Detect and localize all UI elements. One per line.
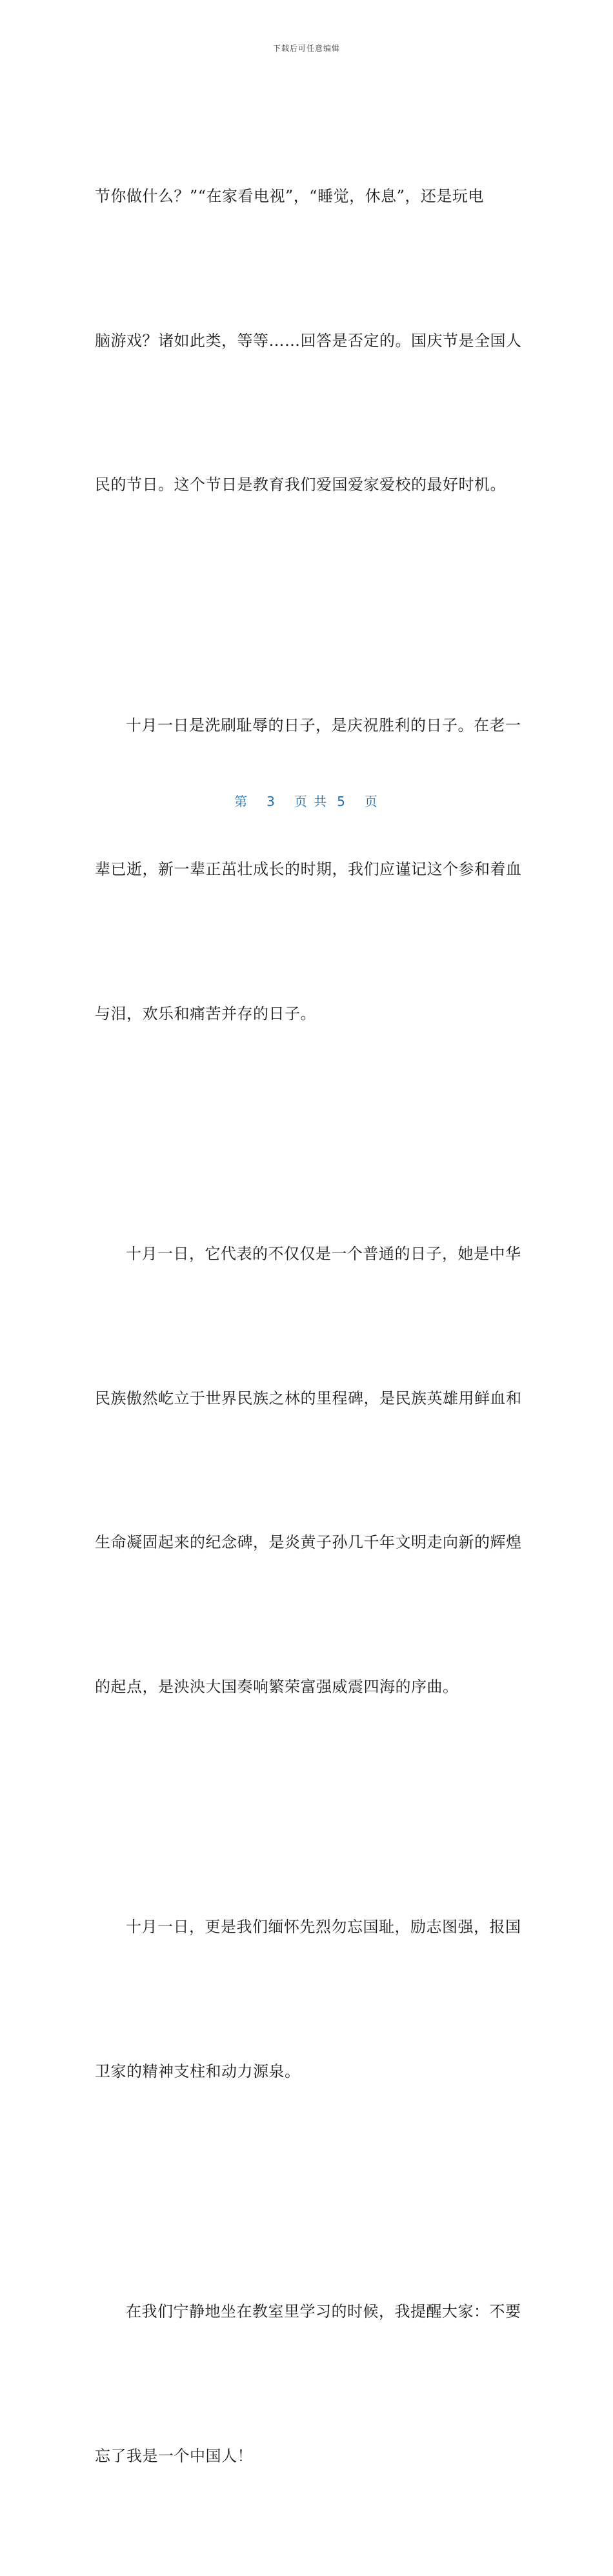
footer-suffix: 页 <box>364 794 379 809</box>
footer-prefix: 第 <box>234 794 249 809</box>
paragraph-4 <box>95 1807 521 2191</box>
text-line: 生命凝固起来的纪念碑，是炎黄子孙几千年文明走向新的辉煌 <box>95 1533 522 1551</box>
paragraph-3 <box>95 1134 521 1807</box>
text-line: 民族傲然屹立于世界民族之林的里程碑，是民族英雄用鲜血和 <box>95 1389 522 1407</box>
text-line: 脑游戏？诸如此类，等等……回答是否定的。国庆节是全国人 <box>95 331 522 350</box>
text-line: 卫家的精神支柱和动力源泉。 <box>95 2062 301 2080</box>
text-line: 辈已逝，新一辈正茁壮成长的时期，我们应谨记这个参和着血 <box>95 860 522 878</box>
page-header: 下载后可任意编辑 <box>272 44 340 53</box>
text-line: 十月一日，更是我们缅怀先烈勿忘国耻，励志图强，报国 <box>126 1918 521 1936</box>
text-line: 在我们宁静地坐在教室里学习的时候，我提醒大家：不要 <box>126 2302 521 2320</box>
text-line: 节你做什么？”“在家看电视”，“睡觉，休息”，还是玩电 <box>95 187 484 205</box>
text-line: 民的节日。这个节日是教育我们爱国爱家爱校的最好时机。 <box>95 476 506 494</box>
footer-middle: 页 共 <box>294 794 328 809</box>
text-line: 十月一日，它代表的不仅仅是一个普通的日子，她是中华 <box>126 1245 521 1263</box>
paragraph-5 <box>95 2191 521 2576</box>
text-line: 的起点，是泱泱大国奏响繁荣富强威震四海的序曲。 <box>95 1677 459 1696</box>
document-body <box>95 76 521 2576</box>
text-line: 与泪，欢乐和痛苦并存的日子。 <box>95 1004 316 1023</box>
text-line: 十月一日是洗刷耻辱的日子，是庆祝胜利的日子。在老一 <box>126 716 521 734</box>
current-page-number: 3 <box>266 794 276 809</box>
text-line: 忘了我是一个中国人！ <box>95 2446 253 2465</box>
paragraph-2 <box>95 605 521 1134</box>
paragraph-1 <box>95 76 521 605</box>
total-pages-number: 5 <box>337 794 347 809</box>
page-number-footer <box>0 791 613 810</box>
